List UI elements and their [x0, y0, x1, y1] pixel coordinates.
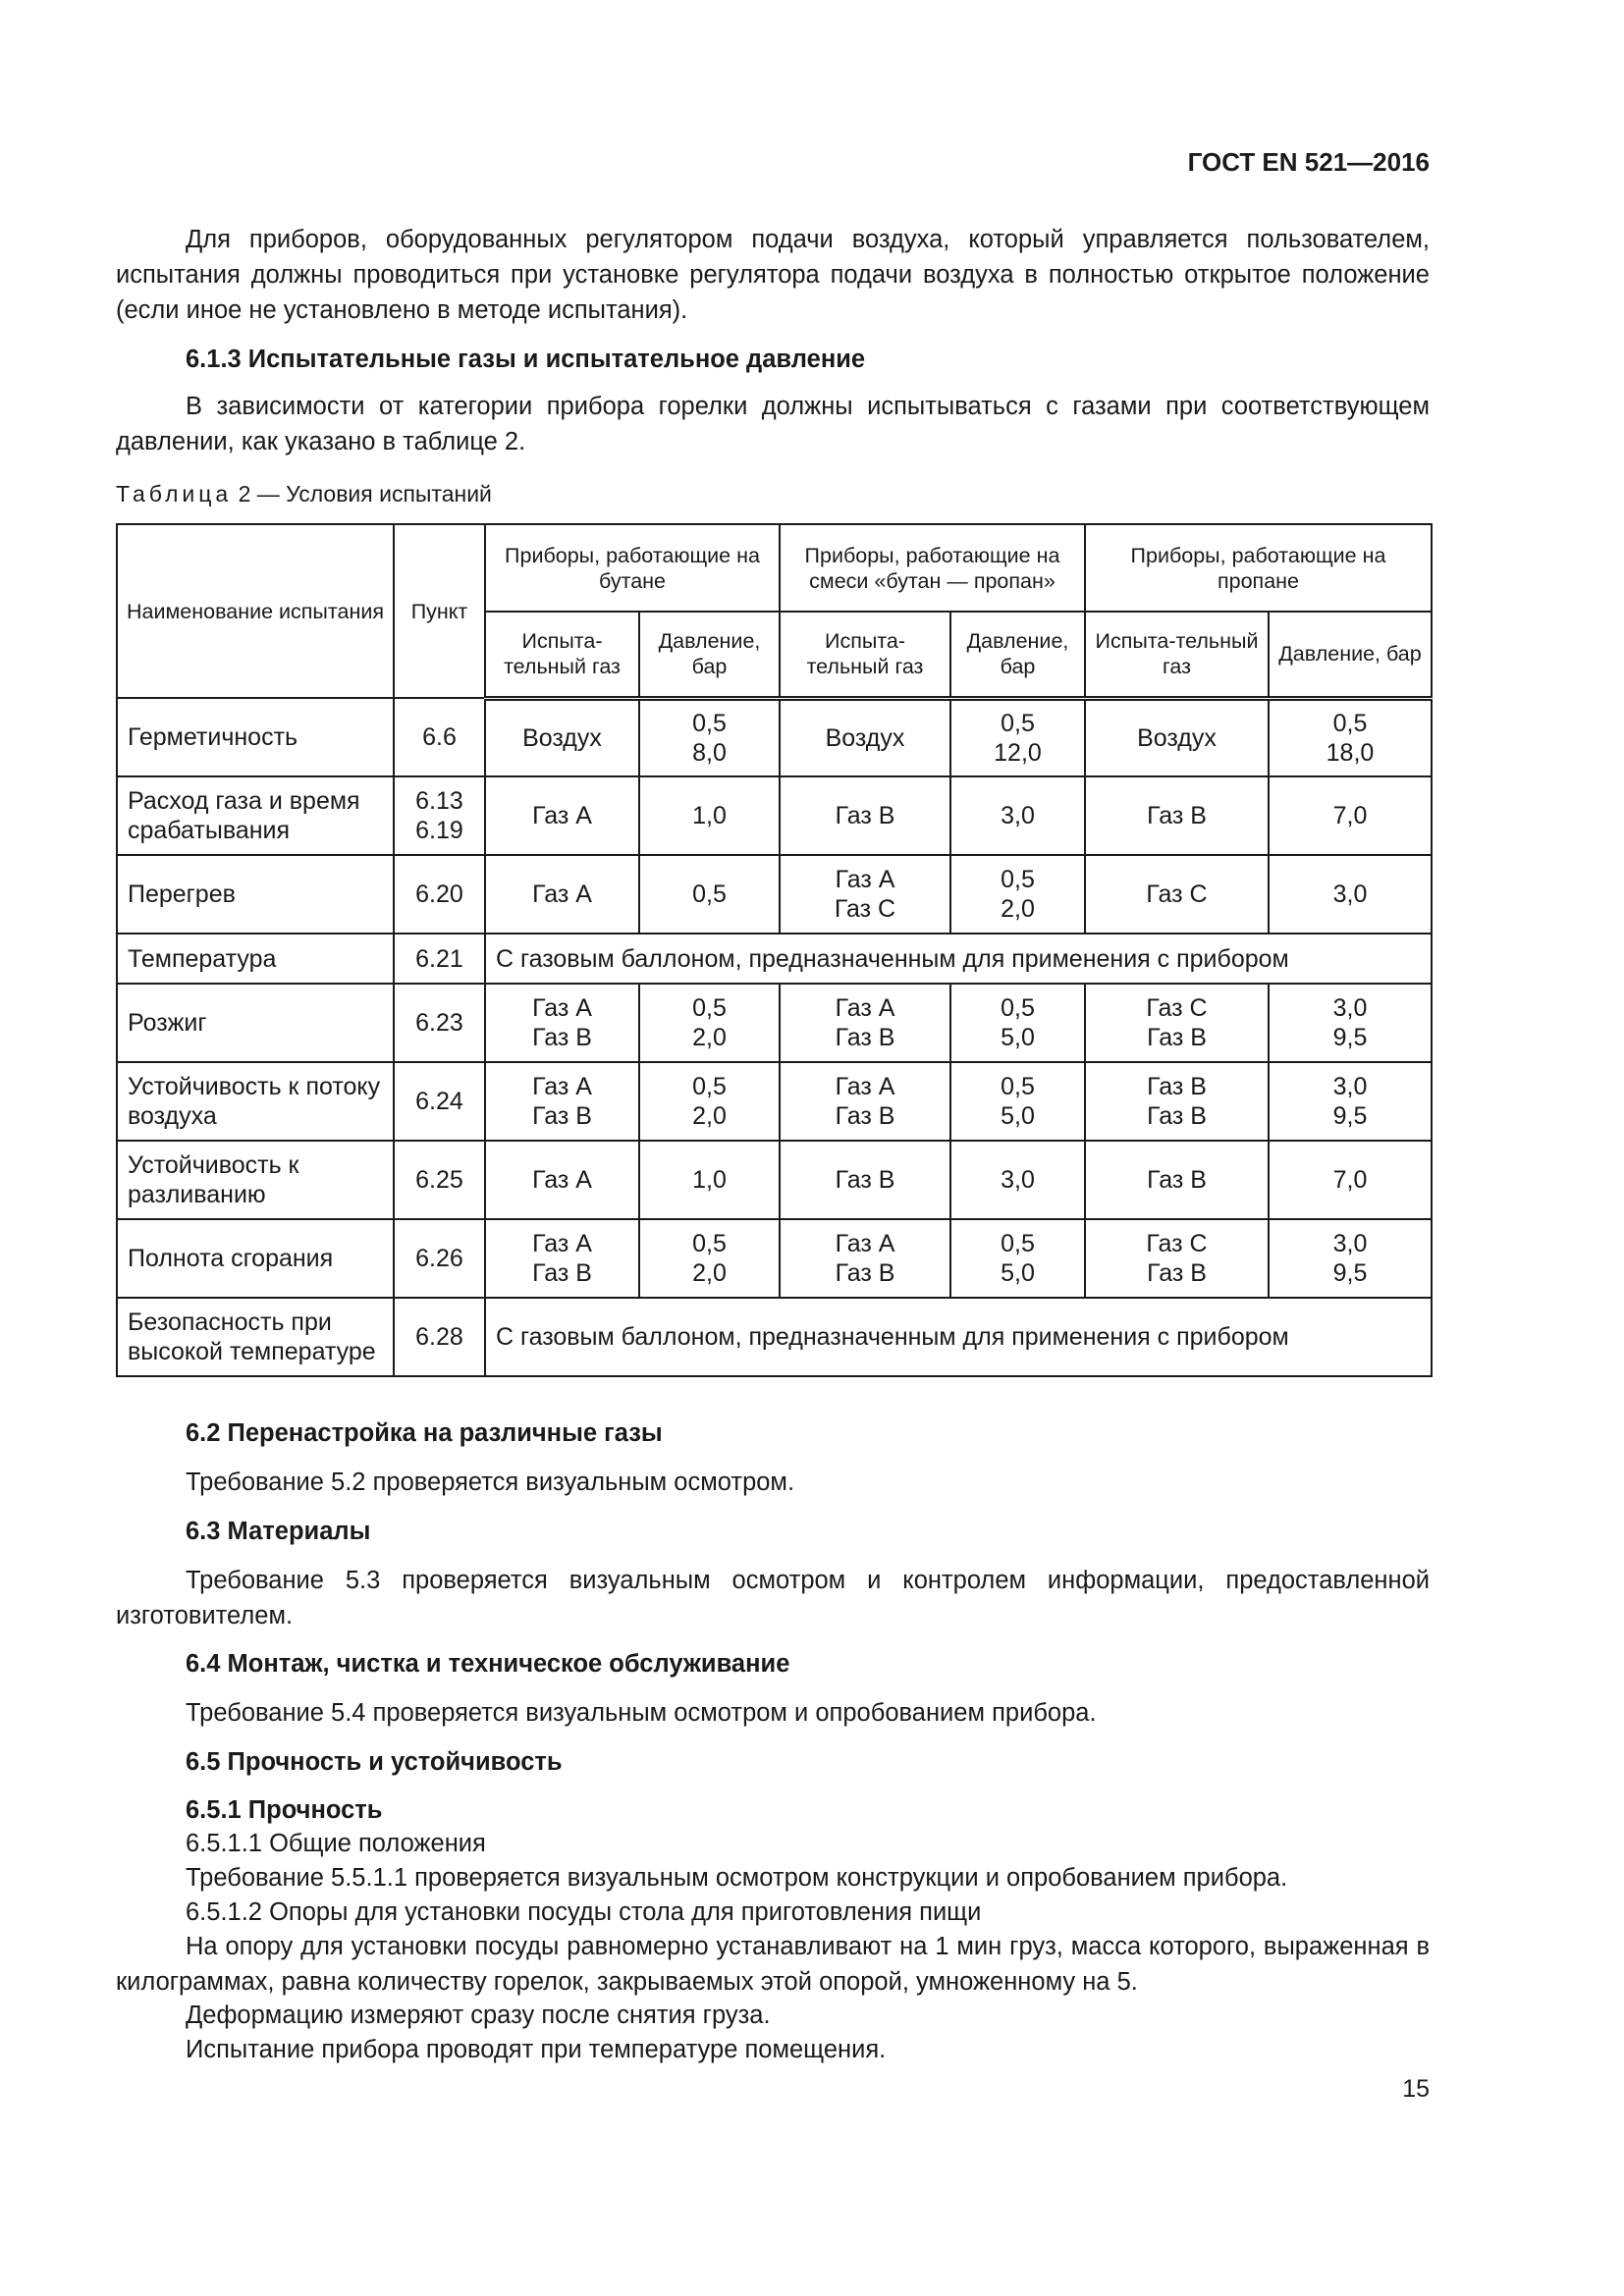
section-6-2-paragraph: Требование 5.2 проверяется визуальным осмотром. [186, 1468, 795, 1496]
test-name-cell: Розжиг [117, 984, 394, 1062]
pressure-cell: 3,0 9,5 [1269, 984, 1432, 1062]
table-body [117, 698, 1432, 1376]
pressure-cell: 3,0 [950, 1141, 1085, 1219]
gas-cell: Газ В [780, 776, 950, 855]
pressure-cell: 7,0 [1269, 1141, 1432, 1219]
table-row [117, 855, 1432, 934]
gas-cell: Воздух [780, 698, 950, 776]
section-6-5-1-2-text: На опору для установки посуды равномерно устанавливают на 1 мин груз, масса которого, выраженная в килограммах, равна количеству горелок, закрываемых этой опорой, умноженному на 5. [116, 1933, 1430, 1996]
pressure-cell: 0,5 2,0 [639, 1062, 780, 1141]
item-cell: 6.23 [394, 984, 485, 1062]
document-code: ГОСТ EN 521—2016 [1187, 147, 1430, 177]
section-6-5-heading: 6.5 Прочность и устойчивость [186, 1748, 563, 1776]
pressure-cell: 0,5 12,0 [950, 698, 1085, 776]
table-row [117, 984, 1432, 1062]
table-caption [116, 481, 492, 507]
pressure-cell: 0,5 5,0 [950, 1219, 1085, 1298]
pressure-cell: 1,0 [639, 776, 780, 855]
column-header-butane: Приборы, работающие на бутане [485, 524, 780, 612]
subheader-gas: Испыта-тельный газ [780, 612, 950, 698]
item-cell: 6.28 [394, 1298, 485, 1376]
gas-cell: Воздух [485, 698, 639, 776]
table-row [117, 1141, 1432, 1219]
item-cell: 6.24 [394, 1062, 485, 1141]
gas-cell: Газ А Газ В [485, 1062, 639, 1141]
gas-cell: Газ А [485, 776, 639, 855]
pressure-cell: 7,0 [1269, 776, 1432, 855]
section-6-2-heading: 6.2 Перенастройка на различные газы [186, 1419, 663, 1447]
gas-cell: Газ С [1085, 855, 1269, 934]
pressure-cell: 0,5 5,0 [950, 984, 1085, 1062]
table-row [117, 1219, 1432, 1298]
section-6-5-1-1-text: Требование 5.5.1.1 проверяется визуальным осмотром конструкции и опробованием прибора. [186, 1864, 1288, 1892]
pressure-cell: 0,5 18,0 [1269, 698, 1432, 776]
pressure-cell: 0,5 [639, 855, 780, 934]
test-name-cell: Герметичность [117, 698, 394, 776]
span-note-cell: С газовым баллоном, предназначенным для применения с прибором [485, 1298, 1432, 1376]
column-header-item: Пункт [394, 524, 485, 698]
section-6-5-1-1-title: 6.5.1.1 Общие положения [186, 1830, 486, 1857]
table-caption-label: Таблица [116, 481, 233, 507]
test-conditions-table [116, 523, 1433, 1377]
pressure-cell: 0,5 2,0 [639, 984, 780, 1062]
section-6-4-paragraph: Требование 5.4 проверяется визуальным осмотром и опробованием прибора. [186, 1699, 1097, 1727]
pressure-cell: 0,5 2,0 [639, 1219, 780, 1298]
table-row [117, 698, 1432, 776]
gas-cell: Газ В [1085, 1141, 1269, 1219]
gas-cell: Газ А [485, 855, 639, 934]
test-name-cell: Устойчивость к потоку воздуха [117, 1062, 394, 1141]
table-row [117, 934, 1432, 984]
gas-cell: Газ С Газ В [1085, 1219, 1269, 1298]
pressure-cell: 3,0 [950, 776, 1085, 855]
section-6-3-paragraph: Требование 5.3 проверяется визуальным осмотром и контролем информации, предоставленной изготовителем. [116, 1567, 1430, 1629]
section-6-5-1-2-title: 6.5.1.2 Опоры для установки посуды стола для приготовления пищи [186, 1898, 982, 1926]
pressure-cell: 0,5 8,0 [639, 698, 780, 776]
gas-cell: Газ В Газ В [1085, 1062, 1269, 1141]
pressure-cell: 3,0 9,5 [1269, 1219, 1432, 1298]
item-cell: 6.20 [394, 855, 485, 934]
pressure-cell: 3,0 [1269, 855, 1432, 934]
table-row [117, 1062, 1432, 1141]
section-6-1-3-heading: 6.1.3 Испытательные газы и испытательное давление [186, 346, 866, 373]
item-cell: 6.6 [394, 698, 485, 776]
table-row [117, 776, 1432, 855]
gas-cell: Газ А Газ С [780, 855, 950, 934]
table-row [117, 1298, 1432, 1376]
test-name-cell: Расход газа и время срабатывания [117, 776, 394, 855]
gas-cell: Газ В [780, 1141, 950, 1219]
test-name-cell: Перегрев [117, 855, 394, 934]
column-header-mix: Приборы, работающие на смеси «бутан — пропан» [780, 524, 1085, 612]
section-6-4-heading: 6.4 Монтаж, чистка и техническое обслуживание [186, 1650, 790, 1678]
pressure-cell: 1,0 [639, 1141, 780, 1219]
gas-cell: Газ А Газ В [780, 984, 950, 1062]
section-6-1-3-paragraph: В зависимости от категории прибора горелки должны испытываться с газами при соответствующем давлении, как указано в таблице 2. [116, 393, 1430, 455]
section-6-3-heading: 6.3 Материалы [186, 1518, 371, 1545]
gas-cell: Газ А Газ В [485, 984, 639, 1062]
column-header-name: Наименование испытания [117, 524, 394, 698]
gas-cell: Газ А Газ В [780, 1219, 950, 1298]
gas-cell: Воздух [1085, 698, 1269, 776]
pressure-cell: 0,5 2,0 [950, 855, 1085, 934]
intro-paragraph: Для приборов, оборудованных регулятором подачи воздуха, который управляется пользователем, испытания должны проводиться при установке регулятора подачи воздуха в полностью открытое положение (если иное не установлено в методе испытания). [116, 226, 1430, 324]
pressure-cell: 3,0 9,5 [1269, 1062, 1432, 1141]
item-cell: 6.26 [394, 1219, 485, 1298]
page-number: 15 [1402, 2075, 1430, 2103]
pressure-cell: 0,5 5,0 [950, 1062, 1085, 1141]
item-cell: 6.25 [394, 1141, 485, 1219]
test-name-cell: Температура [117, 934, 394, 984]
subheader-gas: Испыта-тельный газ [1085, 612, 1269, 698]
item-cell: 6.13 6.19 [394, 776, 485, 855]
item-cell: 6.21 [394, 934, 485, 984]
subheader-pressure: Давление, бар [950, 612, 1085, 698]
gas-cell: Газ В [1085, 776, 1269, 855]
subheader-pressure: Давление, бар [639, 612, 780, 698]
test-name-cell: Безопасность при высокой температуре [117, 1298, 394, 1376]
span-note-cell: С газовым баллоном, предназначенным для применения с прибором [485, 934, 1432, 984]
temperature-note: Испытание прибора проводят при температуре помещения. [186, 2036, 887, 2063]
deformation-note: Деформацию измеряют сразу после снятия груза. [186, 2002, 771, 2029]
table-caption-text: 2 — Условия испытаний [238, 481, 492, 507]
gas-cell: Газ А Газ В [780, 1062, 950, 1141]
test-name-cell: Полнота сгорания [117, 1219, 394, 1298]
column-header-propane: Приборы, работающие на пропане [1085, 524, 1432, 612]
subheader-pressure: Давление, бар [1269, 612, 1432, 698]
gas-cell: Газ А [485, 1141, 639, 1219]
gas-cell: Газ С Газ В [1085, 984, 1269, 1062]
subheader-gas: Испыта-тельный газ [485, 612, 639, 698]
test-name-cell: Устойчивость к разливанию [117, 1141, 394, 1219]
gas-cell: Газ А Газ В [485, 1219, 639, 1298]
section-6-5-1-heading: 6.5.1 Прочность [186, 1796, 383, 1824]
